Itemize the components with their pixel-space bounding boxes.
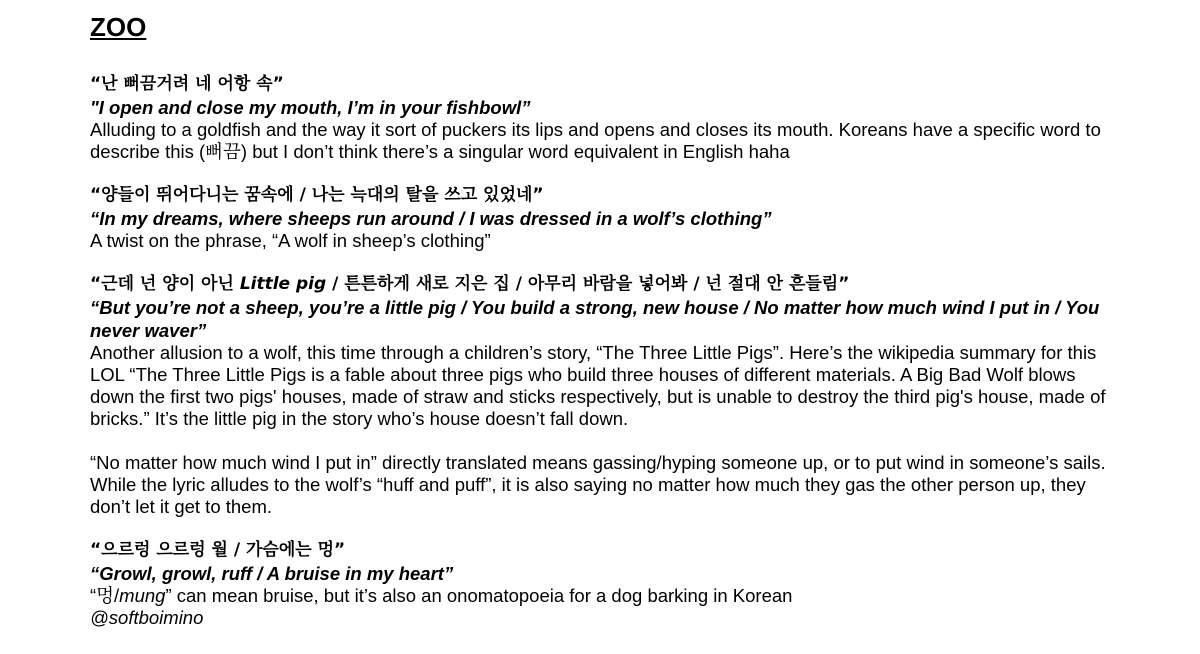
korean-lyric-english-phrase: Little pig — [239, 274, 327, 294]
english-translation: “But you’re not a sheep, you’re a little pig / You build a strong, new house / No matter how much wind I put in / You never waver” — [90, 297, 1100, 341]
explanation-note: Another allusion to a wolf, this time through a children’s story, “The Three Little Pigs”. Here’s the wikipedia summary for this LOL “The Three Little Pigs is a fable about three pigs who build three houses of different materials. A Big Bad Wolf blows down the first two pigs' houses, made of straw and sticks respectively, but is unable to destroy the third pig's house, made of bricks.” It’s the little pig in the story who’s house doesn’t fall down. — [90, 342, 1106, 429]
korean-lyric: “난 뻐끔거려 네 어항 속” — [90, 74, 284, 94]
lyric-section-2 — [90, 183, 1120, 252]
korean-lyric-part: / 튼튼하게 새로 지은 집 / 아무리 바람을 넣어봐 / 넌 절대 안 흔들림” — [326, 274, 850, 294]
english-translation: “In my dreams, where sheeps run around / I was dressed in a wolf’s clothing” — [90, 208, 772, 229]
note-romanization: mung — [119, 585, 166, 606]
korean-lyric: “으르렁 으르렁 월 / 가슴에는 멍” — [90, 540, 346, 560]
english-translation: “Growl, growl, ruff / A bruise in my heart” — [90, 563, 454, 584]
english-translation: "I open and close my mouth, I’m in your fishbowl” — [90, 97, 531, 118]
lyric-section-1 — [90, 72, 1120, 163]
lyric-section-4 — [90, 538, 1120, 629]
korean-lyric — [90, 272, 1120, 296]
page-title: ZOO — [90, 12, 147, 42]
note-part: “멍/ — [90, 585, 120, 606]
explanation-note-continued: “No matter how much wind I put in” directly translated means gassing/hyping someone up, or to put wind in someone’s sails. While the lyric alludes to the wolf’s “huff and puff”, it is also saying no matter how much they gas the other person up, they don’t let it get to them. — [90, 452, 1106, 517]
lyric-section-3 — [90, 272, 1120, 518]
korean-lyric-part: “근데 넌 양이 아닌 — [90, 274, 240, 294]
note-part: ” can mean bruise, but it’s also an onomatopoeia for a dog barking in Korean — [165, 585, 793, 606]
korean-lyric: “양들이 뛰어다니는 꿈속에 / 나는 늑대의 탈을 쓰고 있었네” — [90, 185, 544, 205]
explanation-note: A twist on the phrase, “A wolf in sheep’s clothing” — [90, 230, 491, 251]
explanation-note: Alluding to a goldfish and the way it sort of puckers its lips and opens and closes its mouth. Koreans have a specific word to describe this (뻐끔) but I don’t think there’s a singular word equivalent in English haha — [90, 119, 1101, 162]
author-handle: @softboimino — [90, 607, 204, 628]
paragraph-gap — [90, 430, 1120, 452]
explanation-note — [90, 585, 1120, 607]
document-page — [90, 12, 1120, 649]
